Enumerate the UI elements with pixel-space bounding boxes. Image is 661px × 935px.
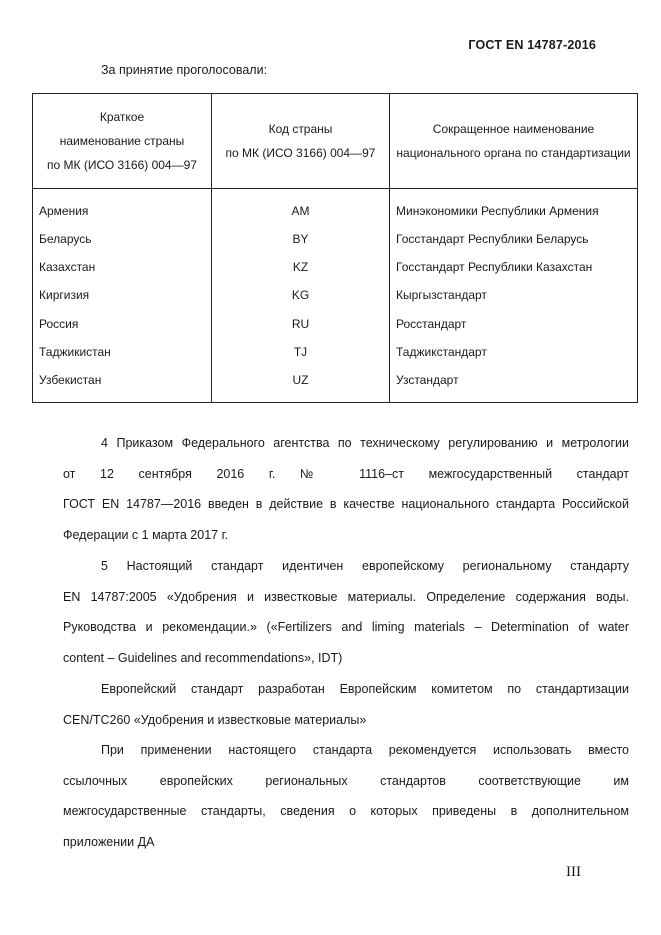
country-name: Армения: [33, 189, 212, 226]
paragraph-european-committee: Европейский стандарт разработан Европейским комитетом по стандартизации CEN/TC260 «Удобрения и известковые материалы»: [63, 682, 629, 727]
document-code: ГОСТ EN 14787-2016: [468, 38, 596, 52]
country-code: BY: [212, 225, 390, 253]
standards-body: Госстандарт Республики Беларусь: [390, 225, 638, 253]
country-name: Казахстан: [33, 253, 212, 281]
paragraph-4-adoption-order: 4 Приказом Федерального агентства по техническому регулированию и метрологии от 12 сентября 2016 г. № 1116–ст межгосударственный стандарт ГОСТ EN 14787—2016 введен в действие в качестве национального стандарта Российской Федерации с 1 марта 2017 г.: [63, 436, 629, 542]
table-row: [33, 225, 638, 253]
country-code: AM: [212, 189, 390, 226]
country-name: Беларусь: [33, 225, 212, 253]
table-row: [33, 338, 638, 366]
country-code: KG: [212, 281, 390, 309]
table-row: [33, 189, 638, 226]
header-country-code: Код страны по МК (ИСО 3166) 004—97: [212, 94, 390, 189]
country-name: Россия: [33, 310, 212, 338]
paragraph-5-identity: 5 Настоящий стандарт идентичен европейскому региональному стандарту EN 14787:2005 «Удобрения и известковые материалы. Определение содержания воды. Руководства и рекомендации.» («Fertilizers and liming materials – Determination of water content – Guidelines and recommendations», IDT): [63, 559, 629, 665]
standards-body: Таджикстандарт: [390, 338, 638, 366]
standards-body: Госстандарт Республики Казахстан: [390, 253, 638, 281]
table-header-row: [33, 94, 638, 189]
table-row: [33, 366, 638, 403]
voting-table: [32, 93, 638, 403]
standards-body: Узстандарт: [390, 366, 638, 403]
header-country-name: Краткое наименование страны по МК (ИСО 3166) 004—97: [33, 94, 212, 189]
country-name: Таджикистан: [33, 338, 212, 366]
table-row: [33, 281, 638, 309]
country-code: TJ: [212, 338, 390, 366]
country-name: Узбекистан: [33, 366, 212, 403]
country-code: UZ: [212, 366, 390, 403]
table-row: [33, 310, 638, 338]
header-standards-body: Сокращенное наименование национального органа по стандартизации: [390, 94, 638, 189]
table-row: [33, 253, 638, 281]
country-name: Киргизия: [33, 281, 212, 309]
standards-body: Росстандарт: [390, 310, 638, 338]
voted-intro: За принятие проголосовали:: [101, 63, 268, 77]
country-code: KZ: [212, 253, 390, 281]
standards-body: Минэкономики Республики Армения: [390, 189, 638, 226]
page-number: III: [566, 864, 581, 880]
paragraph-reference-standards: При применении настоящего стандарта рекомендуется использовать вместо ссылочных европейских региональных стандартов соответствующие им межгосударственные стандарты, сведения о которых приведены в дополнительном приложении ДА: [63, 743, 629, 849]
country-code: RU: [212, 310, 390, 338]
standards-body: Кыргызстандарт: [390, 281, 638, 309]
